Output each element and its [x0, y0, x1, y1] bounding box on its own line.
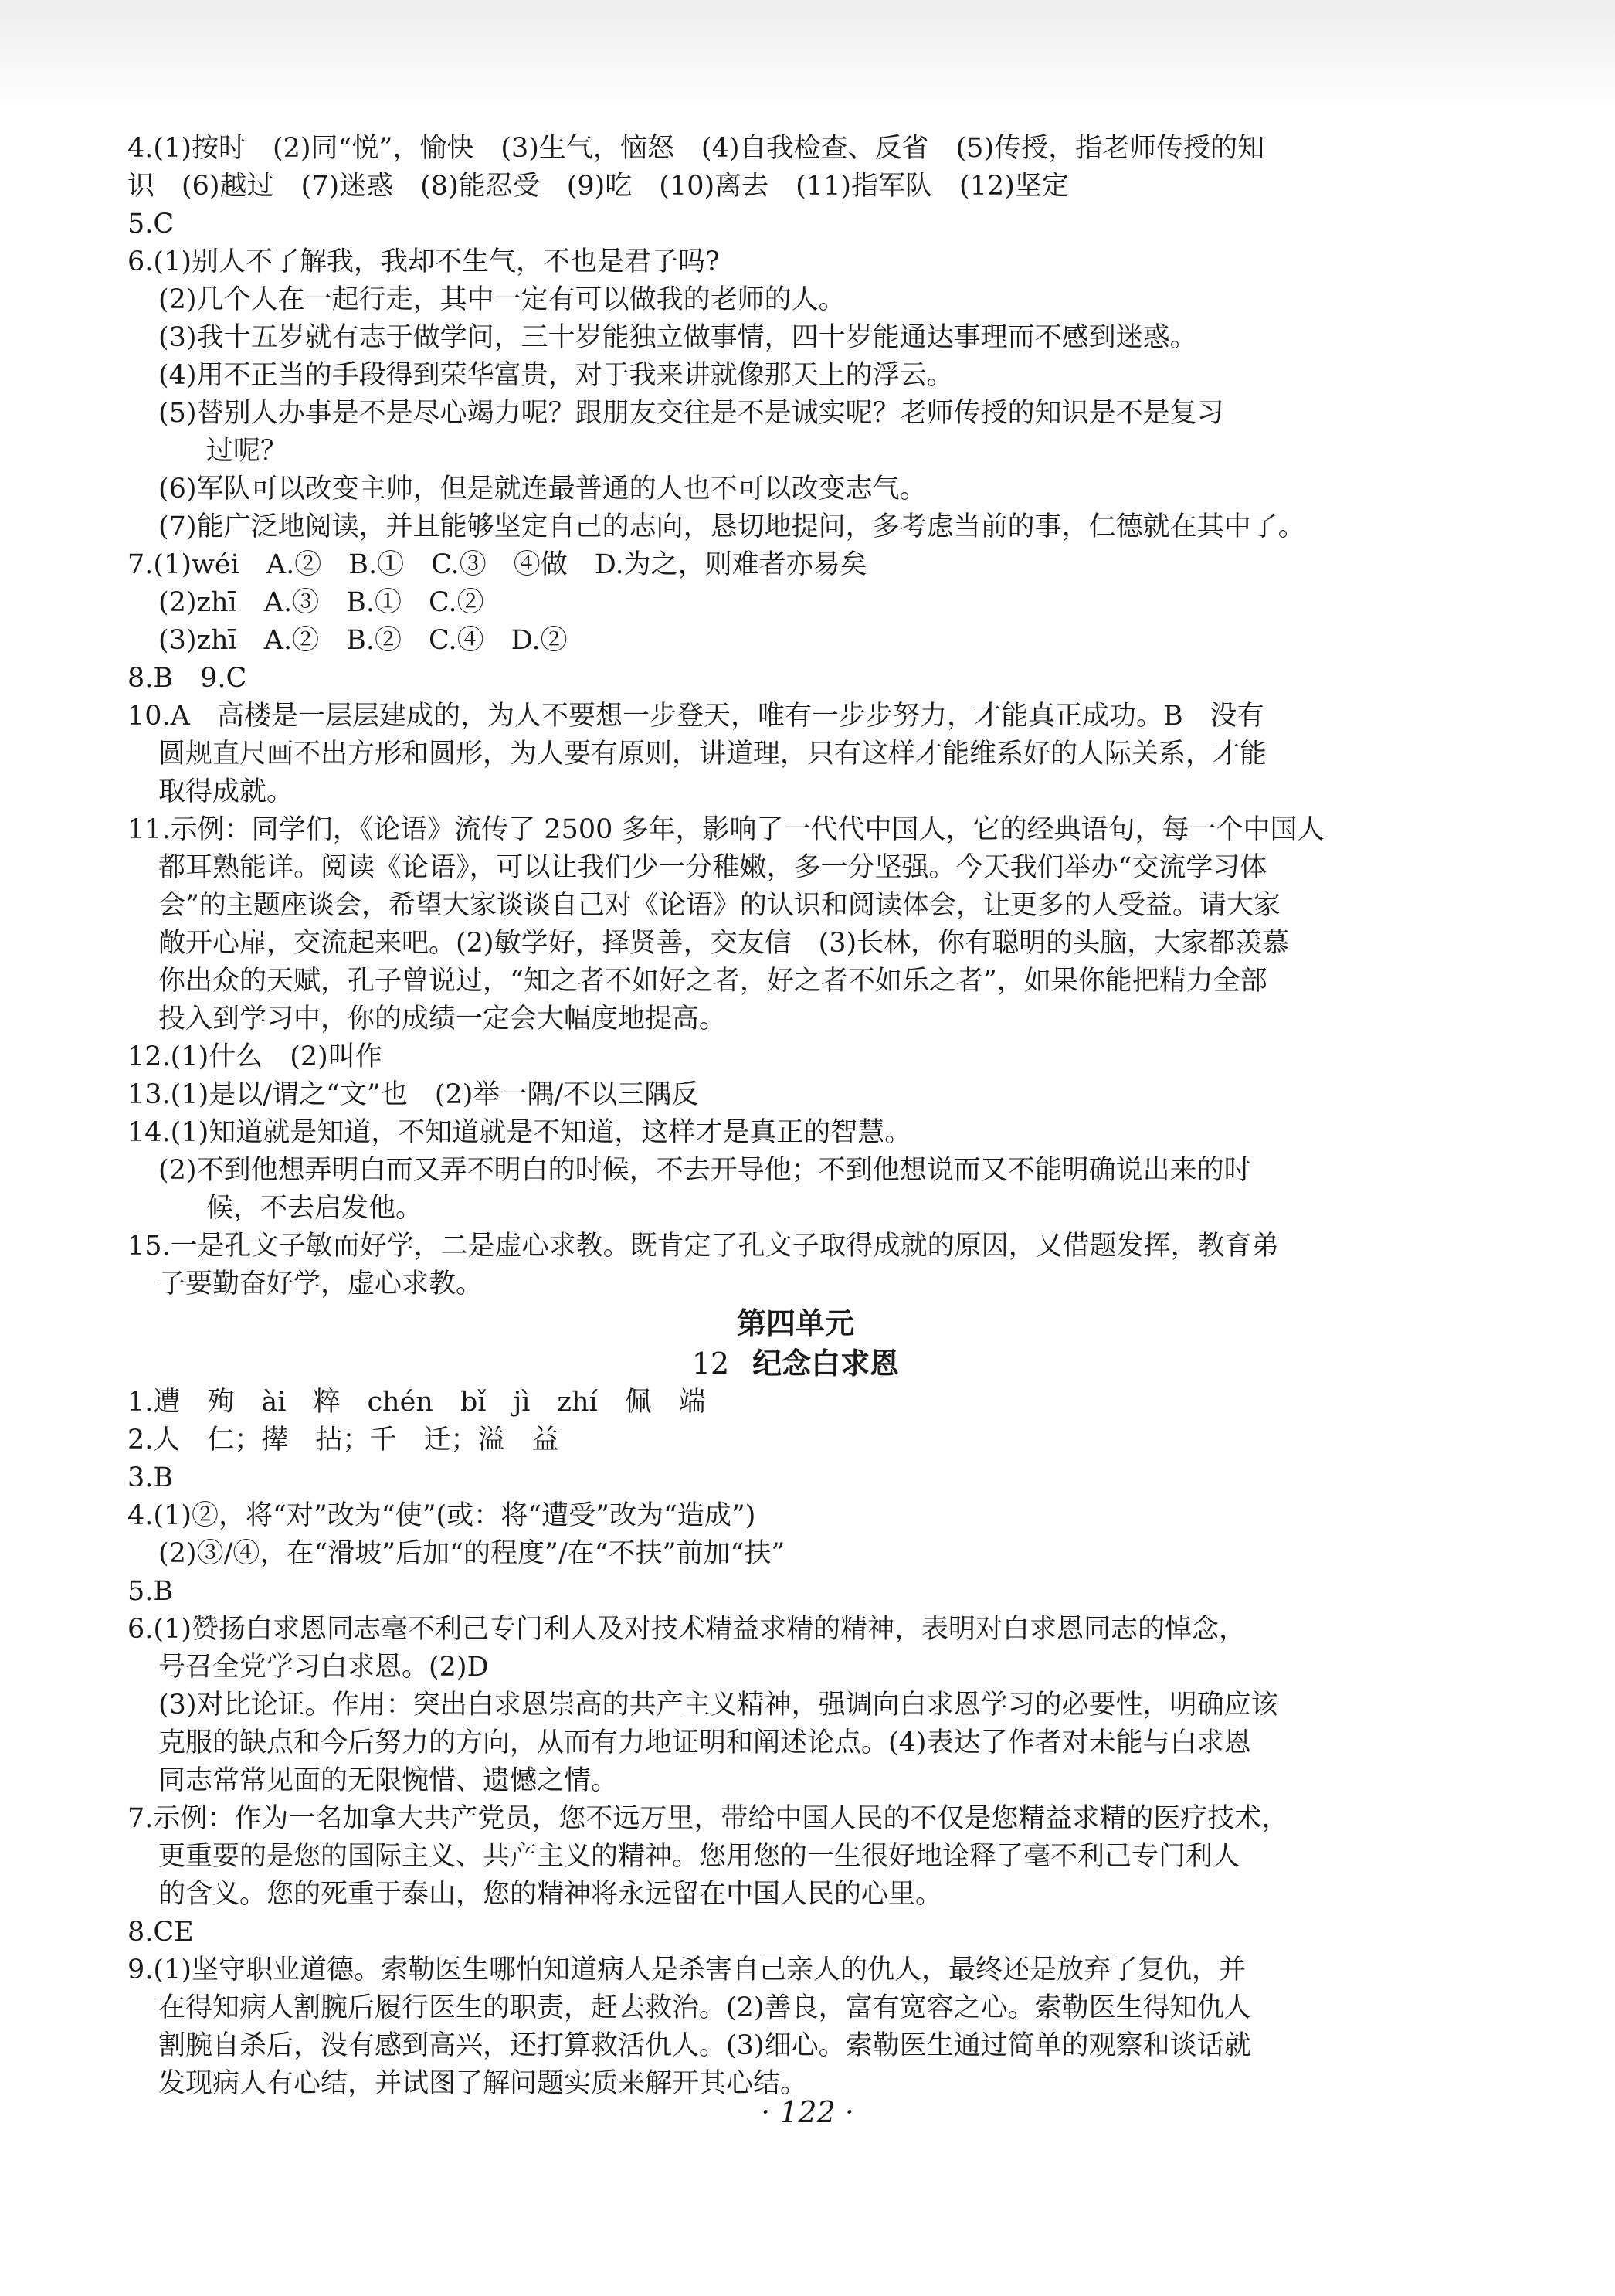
page-number: · 122 ·	[761, 2095, 854, 2129]
text-line: 8.B 9.C	[127, 663, 247, 694]
text-line: 都耳熟能详。阅读《论语》，可以让我们少一分稚嫩，多一分坚强。今天我们举办“交流学习体	[158, 852, 1267, 883]
text-line: 同志常常见面的无限惋惜、遗憾之情。	[158, 1765, 619, 1796]
text-line: (5)替别人办事是不是尽心竭力呢？跟朋友交往是不是诚实呢？老师传授的知识是不是复习	[158, 398, 1224, 429]
text-line: (4)用不正当的手段得到荣华富贵，对于我来讲就像那天上的浮云。	[158, 360, 954, 391]
answer-key-body	[127, 130, 1495, 2103]
text-line: 号召全党学习白求恩。(2)D	[158, 1652, 489, 1683]
text-line: 1.遭 殉 ài 粹 chén bǐ jì zhí 佩 端	[127, 1387, 706, 1418]
text-line: 11.示例：同学们，《论语》流传了 2500 多年，影响了一代代中国人，它的经典语句，每一个中国人	[127, 814, 1325, 845]
text-line: 子要勤奋好学，虚心求教。	[158, 1269, 483, 1299]
text-line: 的含义。您的死重于泰山，您的精神将永远留在中国人民的心里。	[158, 1879, 943, 1910]
text-line: 圆规直尺画不出方形和圆形，为人要有原则，讲道理，只有这样才能维系好的人际关系，才能	[158, 739, 1267, 769]
text-line: 识 (6)越过 (7)迷惑 (8)能忍受 (9)吃 (10)离去 (11)指军队 (12)坚定	[127, 171, 1069, 202]
text-line: 你出众的天赋，孔子曾说过，“知之者不如好之者，好之者不如乐之者”，如果你能把精力全部	[158, 966, 1267, 997]
text-line: 8.CE	[127, 1917, 194, 1948]
text-line: 9.(1)坚守职业道德。索勒医生哪怕知道病人是杀害自己亲人的仇人，最终还是放弃了复仇，并	[127, 1955, 1246, 1985]
text-line: (2)几个人在一起行走，其中一定有可以做我的老师的人。	[158, 284, 846, 315]
text-line: 4.(1)按时 (2)同“悦”，愉快 (3)生气，恼怒 (4)自我检查、反省 (5)传授，指老师传授的知	[127, 133, 1265, 164]
text-line: (2)不到他想弄明白而又弄不明白的时候，不去开导他；不到他想说而又不能明确说出来的时	[158, 1155, 1251, 1186]
text-line: 投入到学习中，你的成绩一定会大幅度地提高。	[158, 1004, 727, 1034]
text-line: 在得知病人割腕后履行医生的职责，赶去救治。(2)善良，富有宽容之心。索勒医生得知仇人	[158, 1992, 1251, 2023]
text-line: 割腕自杀后，没有感到高兴，还打算救活仇人。(3)细心。索勒医生通过简单的观察和谈话就	[158, 2030, 1251, 2061]
text-line: (6)军队可以改变主帅，但是就连最普通的人也不可以改变志气。	[158, 474, 927, 504]
text-line: 6.(1)别人不了解我，我却不生气，不也是君子吗?	[127, 246, 720, 277]
text-line: 5.C	[127, 209, 175, 239]
text-line: 7.示例：作为一名加拿大共产党员，您不远万里，带给中国人民的不仅是您精益求精的医疗技术，	[127, 1803, 1289, 1834]
text-line: 会”的主题座谈会，希望大家谈谈自己对《论语》的认识和阅读体会，让更多的人受益。请大家	[158, 890, 1281, 921]
text-line: 14.(1)知道就是知道，不知道就是不知道，这样才是真正的智慧。	[127, 1117, 912, 1148]
text-line: (3)zhī A.② B.② C.④ D.②	[158, 625, 568, 656]
text-line: 10.A 高楼是一层层建成的，为人不要想一步登天，唯有一步步努力，才能真正成功。B 没有	[127, 701, 1264, 732]
unit-title: 第四单元	[736, 1306, 854, 1340]
text-line: 克服的缺点和今后努力的方向，从而有力地证明和阐述论点。(4)表达了作者对未能与白求恩	[158, 1727, 1251, 1758]
text-line: 发现病人有心结，并试图了解问题实质来解开其心结。	[158, 2068, 808, 2099]
text-line: 过呢？	[206, 436, 288, 467]
lesson-number: 12	[691, 1347, 730, 1381]
text-line: (3)对比论证。作用：突出白求恩崇高的共产主义精神，强调向白求恩学习的必要性，明确应该	[158, 1690, 1278, 1720]
text-line: 3.B	[127, 1462, 174, 1493]
lesson-title: 纪念白求恩	[752, 1347, 900, 1381]
text-line: 取得成就。	[158, 776, 294, 807]
text-line: 13.(1)是以/谓之“文”也 (2)举一隅/不以三隅反	[127, 1079, 699, 1110]
text-line: 候，不去启发他。	[206, 1193, 423, 1224]
text-line: 6.(1)赞扬白求恩同志毫不利己专门利人及对技术精益求精的精神，表明对白求恩同志的悼念，	[127, 1614, 1246, 1645]
text-line: (7)能广泛地阅读，并且能够坚定自己的志向，恳切地提问，多考虑当前的事，仁德就在其中了。	[158, 511, 1305, 542]
lesson-heading	[127, 1343, 1495, 1384]
text-line: 15.一是孔文子敏而好学，二是虚心求教。既肯定了孔文子取得成就的原因，又借题发挥，教育弟	[127, 1231, 1279, 1262]
text-line: 4.(1)②，将“对”改为“使”(或：将“遭受”改为“造成”)	[127, 1500, 756, 1531]
text-line: 7.(1)wéi A.② B.① C.③ ④做 D.为之，则难者亦易矣	[127, 549, 867, 580]
text-line: 敞开心扉，交流起来吧。(2)敏学好，择贤善，交友信 (3)长林，你有聪明的头脑，大家都羡慕	[158, 928, 1290, 959]
text-line: (2)zhī A.③ B.① C.②	[158, 587, 484, 618]
text-line: (3)我十五岁就有志于做学问，三十岁能独立做事情，四十岁能通达事理而不感到迷惑。	[158, 322, 1197, 353]
scan-top-shading	[0, 0, 1615, 116]
text-line: (2)③/④，在“滑坡”后加“的程度”/在“不扶”前加“扶”	[158, 1538, 785, 1569]
text-line: 2.人 仁；撵 拈；千 迁；溢 益	[127, 1425, 559, 1455]
text-line: 12.(1)什么 (2)叫作	[127, 1041, 382, 1072]
text-line: 5.B	[127, 1576, 174, 1607]
text-line: 更重要的是您的国际主义、共产主义的精神。您用您的一生很好地诠释了毫不利己专门利人	[158, 1841, 1240, 1872]
